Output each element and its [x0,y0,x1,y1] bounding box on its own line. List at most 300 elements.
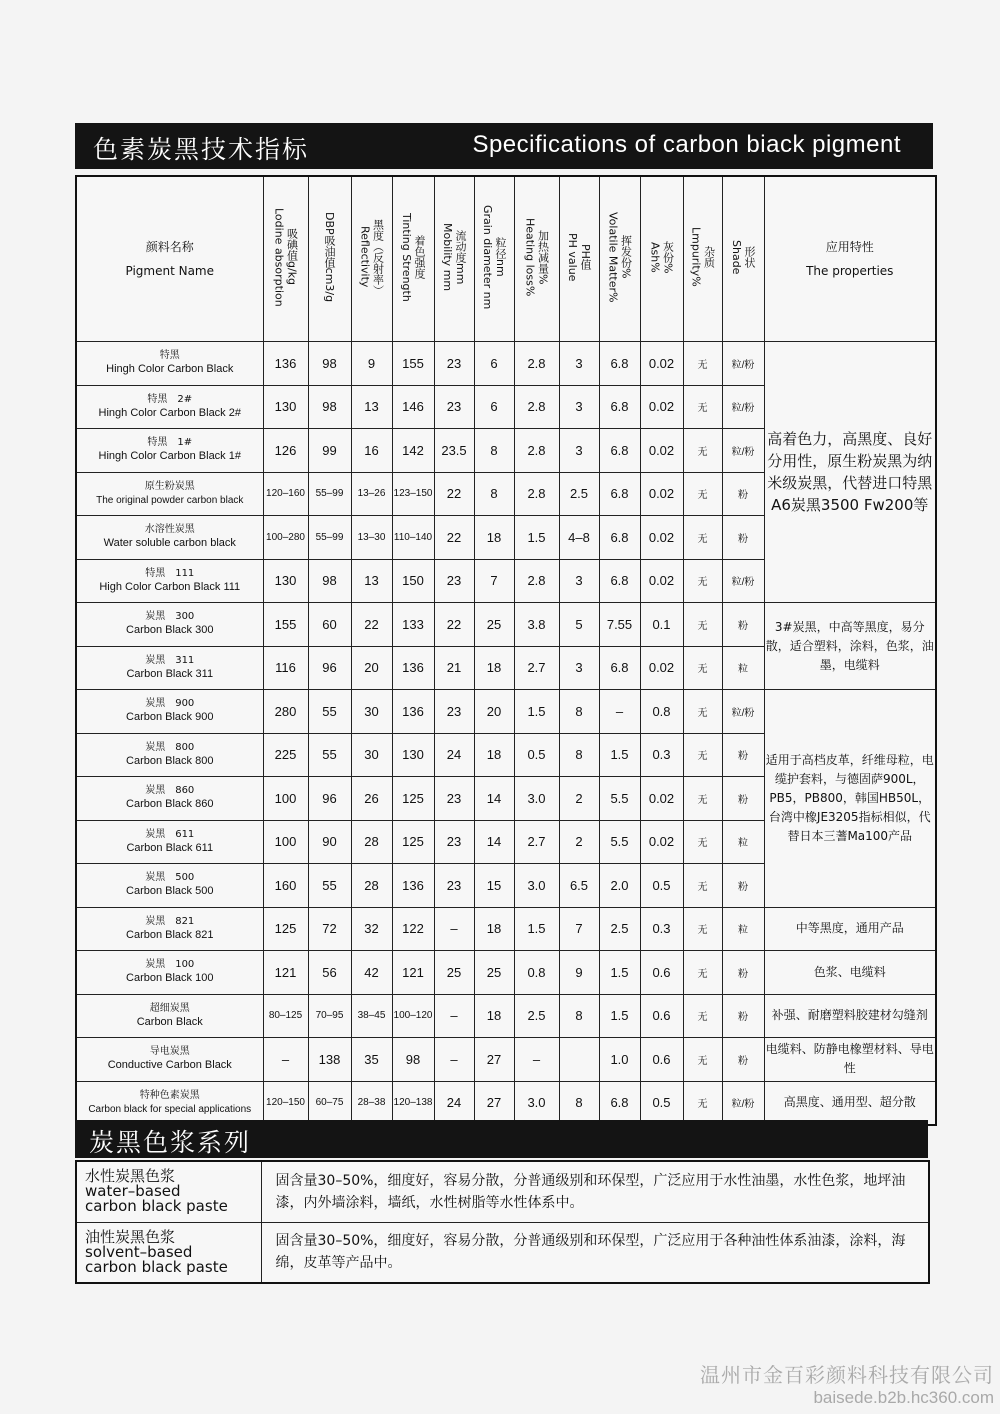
paste-section-title: 炭黑色浆系列 [89,1128,252,1157]
value-cell: 0.3 [640,907,683,951]
value-cell: 粉 [722,516,764,560]
value-cell: 0.02 [640,516,683,560]
col-header-cn: 吸碘值g/kg [285,228,299,286]
value-cell: 15 [474,864,514,908]
value-cell: 无 [683,690,722,734]
value-cell: 0.6 [640,994,683,1038]
paste-name-en: solvent–based [85,1242,193,1261]
col-header-cn: 形状 [743,245,756,268]
paste-name-cell [76,1161,261,1222]
value-cell: 0.1 [640,603,683,647]
table-row [76,1161,929,1222]
value-cell: 225 [263,733,308,777]
value-cell: 粒 [722,646,764,690]
value-cell: 100–280 [263,516,308,560]
pigment-name-cn: 炭黑 821 [145,915,195,927]
value-cell: 7 [474,559,514,603]
value-cell: 6.8 [599,559,640,603]
value-cell: 55 [308,733,351,777]
pigment-name-cn: 特种色素炭黑 [139,1089,200,1101]
value-cell: 72 [308,907,351,951]
value-cell: 155 [263,603,308,647]
value-cell: 27 [474,1038,514,1082]
pigment-name-cn: 超细炭黑 [149,1002,190,1014]
value-cell: 121 [392,951,434,995]
paste-name-en: water–based [85,1182,181,1201]
value-cell: 粉 [722,777,764,821]
value-cell: 23 [434,820,474,864]
value-cell: 6 [474,385,514,429]
paste-name-cn: 油性炭黑色浆 [85,1227,176,1246]
col-header [392,176,434,342]
col-header-en: Volatile Matter% [606,211,620,303]
value-cell: 粒/粉 [722,690,764,734]
value-cell: 125 [263,907,308,951]
value-cell: – [434,907,474,951]
title-cn: 色素炭黑技术指标 [93,135,310,164]
table-row [76,342,936,386]
col-header [434,176,474,342]
value-cell: 13–26 [351,472,392,516]
value-cell: 126 [263,429,308,473]
col-header-cn: 黑度（反射率） [371,218,385,296]
pigment-name-en: Hingh Color Carbon Black 2# [98,406,241,419]
value-cell: 136 [392,690,434,734]
value-cell: 280 [263,690,308,734]
value-cell: 8 [559,994,599,1038]
pigment-name-cell [76,385,263,429]
properties-header [764,176,936,342]
value-cell: 26 [351,777,392,821]
value-cell: 6.8 [599,1081,640,1125]
value-cell: 粉 [722,603,764,647]
header-en: The properties [806,264,894,278]
pigment-name-en: Carbon Black 100 [126,972,214,985]
value-cell: 22 [434,472,474,516]
value-cell: 无 [683,603,722,647]
value-cell: 0.5 [640,1081,683,1125]
value-cell: 25 [474,951,514,995]
value-cell: 无 [683,951,722,995]
title-en: Specifications of carbon biack pigment [472,131,901,158]
pigment-name-cell [76,733,263,777]
pigment-name-cn: 水溶性炭黑 [144,524,195,536]
pigment-name-cn: 特黑 2# [147,393,193,405]
value-cell: 125 [392,777,434,821]
value-cell: 0.3 [640,733,683,777]
value-cell: 9 [351,342,392,386]
pigment-name-cn: 原生粉炭黑 [144,480,195,492]
pigment-name-en: The original powder carbon black [96,494,244,506]
col-header [640,176,683,342]
pigment-name-cell [76,777,263,821]
value-cell: 138 [308,1038,351,1082]
value-cell: 无 [683,864,722,908]
value-cell: 130 [263,559,308,603]
pigment-name-en: Water soluble carbon black [103,537,236,550]
value-cell: 155 [392,342,434,386]
value-cell: 粉 [722,1038,764,1082]
header-cn: 应用特性 [825,240,874,254]
pigment-name-en: Hingh Color Carbon Black [106,363,234,376]
value-cell: 粒/粉 [722,559,764,603]
value-cell: 98 [308,385,351,429]
pigment-name-cell [76,342,263,386]
value-cell: 2 [559,820,599,864]
value-cell: 无 [683,385,722,429]
value-cell: 2.5 [559,472,599,516]
value-cell: 23 [434,864,474,908]
pigment-name-cn: 炭黑 500 [145,872,195,884]
col-header [514,176,559,342]
value-cell: 99 [308,429,351,473]
value-cell: 32 [351,907,392,951]
value-cell: 110–140 [392,516,434,560]
value-cell: 1.0 [599,1038,640,1082]
col-header-en: Grain diameter nm [481,204,494,310]
pigment-name-en: Carbon Black 821 [126,928,214,941]
header-cn: 颜料名称 [145,240,194,254]
value-cell: 22 [434,603,474,647]
col-header-en: Heating loss% [523,217,537,297]
value-cell: 24 [434,733,474,777]
value-cell: 13–30 [351,516,392,560]
pigment-name-cn: 特黑 111 [145,567,195,579]
value-cell: 122 [392,907,434,951]
value-cell: 28 [351,864,392,908]
properties-cell: 适用于高档皮革，纤维母粒，电缆护套料，与德固萨900L，PB5，PB800，韩国HB50L，台湾中橡JE3205指标相似，代替日本三蓍Ma100产品 [764,690,936,908]
col-header-cn: 加热减量% [536,229,550,285]
value-cell: 2.5 [514,994,559,1038]
value-cell: 4–8 [559,516,599,560]
value-cell: 6 [474,342,514,386]
value-cell: 98 [308,342,351,386]
footer-url: baisede.b2b.hc360.com [813,1388,994,1407]
value-cell: 55 [308,864,351,908]
value-cell: 2.8 [514,559,559,603]
footer-watermark [700,1359,994,1408]
pigment-name-cn: 炭黑 900 [145,698,195,710]
pigment-name-cn: 炭黑 611 [145,828,195,840]
value-cell: 粉 [722,864,764,908]
value-cell: 80–125 [263,994,308,1038]
value-cell: 无 [683,820,722,864]
pigment-name-cell [76,429,263,473]
paste-name-cn: 水性炭黑色浆 [85,1167,176,1186]
value-cell: 无 [683,559,722,603]
properties-cell: 高着色力，高黑度、良好分用性，原生粉炭黑为纳米级炭黑，代替进口特黑A6炭黑3500 Fw200等 [764,342,936,603]
value-cell: 25 [474,603,514,647]
pigment-name-cn: 导电炭黑 [149,1046,190,1058]
pigment-name-cell [76,907,263,951]
value-cell: 100–120 [392,994,434,1038]
value-cell: 0.8 [640,690,683,734]
pigment-name-cell [76,1038,263,1082]
value-cell: 18 [474,994,514,1038]
value-cell: 9 [559,951,599,995]
value-cell: 25 [434,951,474,995]
value-cell: 55–99 [308,472,351,516]
value-cell: 22 [434,516,474,560]
value-cell: 14 [474,820,514,864]
value-cell: 8 [559,1081,599,1125]
col-header-cn: 杂质 [702,246,716,268]
value-cell: 无 [683,907,722,951]
value-cell: 130 [392,733,434,777]
value-cell: 无 [683,429,722,473]
value-cell: 55–99 [308,516,351,560]
value-cell: 5.5 [599,777,640,821]
value-cell: 7 [559,907,599,951]
value-cell: 3 [559,646,599,690]
pigment-name-cell [76,603,263,647]
pigment-name-cn: 炭黑 300 [145,611,195,623]
value-cell: 160 [263,864,308,908]
value-cell: 136 [263,342,308,386]
value-cell: 粒 [722,907,764,951]
value-cell: 23 [434,559,474,603]
value-cell: 粉 [722,472,764,516]
value-cell: 6.8 [599,385,640,429]
value-cell: 60 [308,603,351,647]
value-cell: 粒/粉 [722,1081,764,1125]
value-cell: 无 [683,1081,722,1125]
value-cell: 2.8 [514,472,559,516]
value-cell: 3.0 [514,777,559,821]
value-cell: 13 [351,559,392,603]
pigment-name-cell [76,516,263,560]
value-cell: 116 [263,646,308,690]
table-row [76,1081,936,1125]
col-header [263,176,308,342]
paste-description: 固含量30–50%，细度好，容易分散，分普通级别和环保型，广泛应用于各种油性体系油漆，涂料，海绵，皮革等产品中。 [261,1222,929,1283]
value-cell: 0.5 [640,864,683,908]
pigment-name-cell [76,690,263,734]
pigment-name-cn: 炭黑 311 [145,654,195,666]
value-cell: 无 [683,516,722,560]
value-cell: 30 [351,733,392,777]
col-header-cn: DBP吸油值cm3/g [323,211,336,303]
value-cell: 120–150 [263,1081,308,1125]
value-cell: 70–95 [308,994,351,1038]
pigment-name-en: Hingh Color Carbon Black 1# [98,450,241,463]
value-cell: 146 [392,385,434,429]
value-cell: 0.02 [640,342,683,386]
value-cell: 1.5 [514,907,559,951]
pigment-name-cell [76,1081,263,1125]
value-cell: 23 [434,777,474,821]
value-cell: 3.0 [514,1081,559,1125]
value-cell: 2.8 [514,385,559,429]
pigment-name-cn: 炭黑 860 [145,785,195,797]
value-cell: 0.02 [640,429,683,473]
value-cell: 7.55 [599,603,640,647]
col-header-cn: 挥发份% [619,235,633,279]
value-cell: 0.02 [640,559,683,603]
value-cell: 120–138 [392,1081,434,1125]
value-cell: 0.5 [514,733,559,777]
value-cell: 无 [683,342,722,386]
footer-company: 温州市金百彩颜料科技有限公司 [700,1363,994,1387]
value-cell: 5 [559,603,599,647]
value-cell: 粒/粉 [722,429,764,473]
pigment-name-cell [76,951,263,995]
value-cell: 无 [683,472,722,516]
value-cell: 96 [308,777,351,821]
paste-description: 固含量30–50%，细度好，容易分散，分普通级别和环保型，广泛应用于水性油墨，水性色浆，地坪油漆，内外墙涂料，墙纸，水性树脂等水性体系中。 [261,1161,929,1222]
value-cell: 0.02 [640,385,683,429]
value-cell: 90 [308,820,351,864]
value-cell: 0.6 [640,1038,683,1082]
value-cell: 粒 [722,820,764,864]
col-header [559,176,599,342]
value-cell: 125 [392,820,434,864]
pigment-name-en: Carbon Black 900 [126,711,214,724]
value-cell: 56 [308,951,351,995]
col-header [722,176,764,342]
value-cell: 1.5 [599,733,640,777]
value-cell: 2.7 [514,820,559,864]
paste-section-bar [75,1120,928,1158]
value-cell: – [434,1038,474,1082]
pigment-name-en: Carbon Black 500 [126,885,214,898]
properties-cell: 补强、耐磨塑料胶建材勾缝剂 [764,994,936,1038]
value-cell: 0.02 [640,646,683,690]
table-row [76,994,936,1038]
value-cell: 粉 [722,994,764,1038]
value-cell: 6.8 [599,516,640,560]
col-header [351,176,392,342]
value-cell: 27 [474,1081,514,1125]
pigment-name-en: High Color Carbon Black 111 [99,580,241,593]
value-cell: 0.02 [640,472,683,516]
value-cell: 无 [683,646,722,690]
value-cell: 121 [263,951,308,995]
value-cell: 0.02 [640,777,683,821]
properties-cell: 高黑度、通用型、超分散 [764,1081,936,1125]
value-cell: 2.5 [599,907,640,951]
value-cell: 38–45 [351,994,392,1038]
value-cell: 16 [351,429,392,473]
properties-cell: 电缆料、防静电橡塑材料、导电性 [764,1038,936,1082]
pigment-name-en: Carbon Black 311 [126,667,214,680]
value-cell: 28 [351,820,392,864]
col-header [308,176,351,342]
value-cell: 14 [474,777,514,821]
pigment-name-cell [76,559,263,603]
col-header-en: Mobility mm [441,222,454,292]
pigment-name-cn: 特黑 1# [147,437,193,449]
value-cell: 120–160 [263,472,308,516]
table-row [76,1038,936,1082]
value-cell: 142 [392,429,434,473]
value-cell: 2.8 [514,429,559,473]
properties-cell: 色浆、电缆料 [764,951,936,995]
value-cell: 8 [474,429,514,473]
value-cell: 30 [351,690,392,734]
value-cell: 3 [559,385,599,429]
col-header-en: Lmpurity% [689,227,703,287]
value-cell: – [514,1038,559,1082]
value-cell: 6.8 [599,342,640,386]
pigment-name-en: Carbon black for special applications [88,1103,252,1115]
pigment-name-cell [76,472,263,516]
value-cell: 2.7 [514,646,559,690]
value-cell: 1.5 [599,994,640,1038]
value-cell: 粒/粉 [722,385,764,429]
title-bar [75,123,933,169]
value-cell: 24 [434,1081,474,1125]
value-cell: 130 [263,385,308,429]
value-cell: 6.5 [559,864,599,908]
value-cell: 60–75 [308,1081,351,1125]
value-cell: 6.8 [599,472,640,516]
value-cell: 23.5 [434,429,474,473]
value-cell: 6.8 [599,429,640,473]
value-cell: 3 [559,342,599,386]
pigment-name-en: Carbon Black [136,1015,203,1028]
pigment-name-cn: 炭黑 100 [145,959,195,971]
value-cell: 55 [308,690,351,734]
value-cell: 无 [683,777,722,821]
value-cell: 98 [392,1038,434,1082]
value-cell: 42 [351,951,392,995]
value-cell: 98 [308,559,351,603]
value-cell: 18 [474,646,514,690]
value-cell: 100 [263,820,308,864]
col-header [683,176,722,342]
value-cell: 3.8 [514,603,559,647]
col-header-cn: 着色强度 [413,235,426,279]
value-cell: 无 [683,994,722,1038]
value-cell: 136 [392,646,434,690]
value-cell: 23 [434,385,474,429]
value-cell: 8 [474,472,514,516]
paste-table [75,1160,930,1284]
pigment-name-cn: 特黑 [159,350,180,362]
value-cell: 1.5 [514,690,559,734]
value-cell [559,1038,599,1082]
value-cell: 2.0 [599,864,640,908]
table-row [76,690,936,734]
col-header-cn: 灰份% [661,240,675,274]
pigment-name-en: Carbon Black 300 [126,624,214,637]
value-cell: 22 [351,603,392,647]
value-cell: 2.8 [514,342,559,386]
col-header-en: Ash% [648,241,662,273]
table-row [76,951,936,995]
value-cell: 无 [683,733,722,777]
value-cell: 5.5 [599,820,640,864]
value-cell: 100 [263,777,308,821]
value-cell: 6.8 [599,646,640,690]
value-cell: 18 [474,733,514,777]
pigment-name-en: Carbon Black 611 [126,841,214,854]
properties-cell: 中等黑度，通用产品 [764,907,936,951]
value-cell: 28–38 [351,1081,392,1125]
value-cell: 123–150 [392,472,434,516]
pigment-name-cn: 炭黑 800 [145,741,195,753]
value-cell: 8 [559,733,599,777]
pigment-name-cell [76,864,263,908]
pigment-name-cell [76,994,263,1038]
col-header [599,176,640,342]
value-cell: 粉 [722,733,764,777]
value-cell: 3 [559,559,599,603]
value-cell: – [599,690,640,734]
value-cell: – [434,994,474,1038]
value-cell: 23 [434,690,474,734]
